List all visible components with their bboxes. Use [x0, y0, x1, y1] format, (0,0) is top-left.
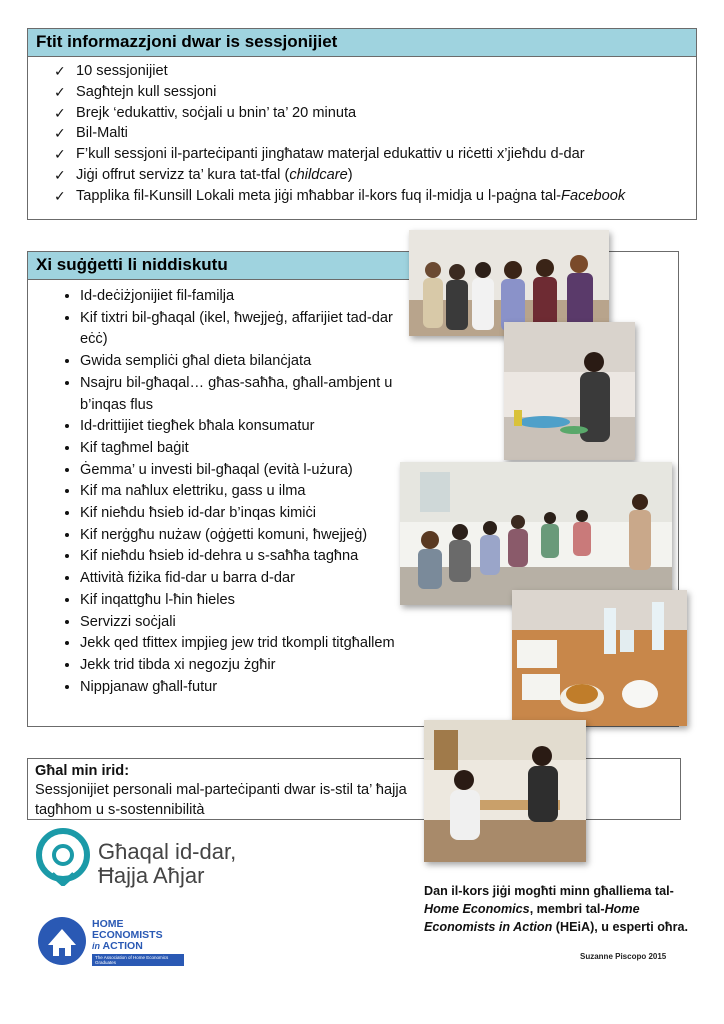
list-item: • Id-deċiżjonijiet fil-familja [80, 286, 420, 308]
list-item: • Kif tagħmel baġit [80, 438, 420, 460]
one-to-one-session-photo [424, 720, 586, 862]
list-item: • Kif nieħdu ħsieb id-dar b’inqas kimiċi [80, 503, 420, 525]
list-item: • Id-drittijiet tiegħek bħala konsumatur [80, 416, 420, 438]
list-item: • Gwida sempliċi għal dieta bilanċjata [80, 351, 420, 373]
ghaqal-id-dar-wordmark: Għaqal id-dar, Ħajja Aħjar [98, 839, 237, 888]
list-item: • Kif nerġgħu nużaw (oġġetti komuni, ħwejjeġ) [80, 525, 420, 547]
list-item: • Servizzi soċjali [80, 612, 420, 634]
list-item: • Kif inqattgħu l-ħin ħieles [80, 590, 420, 612]
check-icon: ✓ [54, 146, 66, 163]
list-item: • Nippjanaw għall-futur [80, 677, 420, 699]
author-signature: Suzanne Piscopo 2015 [580, 952, 667, 961]
topics-list [28, 286, 420, 698]
list-item: • Attività fiżika fid-dar u barra d-dar [80, 568, 420, 590]
check-icon: ✓ [54, 166, 66, 183]
list-item: ✓ Brejk ‘edukattiv, soċjali u bnin’ ta’ 20 minuta [54, 103, 696, 124]
classroom-photo [400, 462, 672, 605]
location-pin-logo-icon [34, 828, 92, 886]
group-photo [409, 230, 609, 336]
list-item: • Jekk qed tfittex impjieg jew trid tkompli titgħallem [80, 633, 420, 655]
list-item: ✓ Tapplika fil-Kunsill Lokali meta jiġi mħabbar il-kors fuq il-midja u l-paġna tal-Facebook [54, 186, 696, 207]
check-icon: ✓ [54, 83, 66, 100]
check-icon: ✓ [54, 187, 66, 204]
list-item: ✓ Jiġi offrut servizz ta’ kura tat-tfal (childcare) [54, 165, 696, 186]
course-credit-text: Dan il-kors jiġi mogħti minn għalliema tal-Home Economics, membri tal-Home Economists in Action (HEiA), u esperti oħra. [424, 884, 689, 934]
list-item: • Ġemma’ u investi bil-għaqal (evità l-użura) [80, 460, 420, 482]
check-icon: ✓ [54, 104, 66, 121]
check-icon: ✓ [54, 63, 66, 79]
ghaqal-id-dar-logo [34, 828, 92, 891]
house-emblem-icon [36, 915, 88, 967]
topics-heading: Xi suġġetti li niddiskutu [28, 252, 429, 280]
list-item: • Kif ma naħlux elettriku, gass u ilma [80, 481, 420, 503]
heia-wordmark: HOME ECONOMISTS in ACTION [92, 918, 163, 952]
check-icon: ✓ [54, 125, 66, 142]
list-item: • Nsajru bil-għaqal… għas-saħħa, għall-ambjent u b’inqas flus [80, 373, 420, 416]
heia-logo [36, 915, 88, 972]
heia-subtitle: The Association of Home Economics Graduates [92, 954, 184, 966]
list-item: ✓ 10 sessjonijiet [54, 61, 696, 82]
list-item: • Jekk trid tibda xi negozju żgħir [80, 655, 420, 677]
session-info-heading: Ftit informazzjoni dwar is sessjonijiet [28, 29, 696, 57]
list-item: • Kif tixtri bil-għaqal (ikel, ħwejjeġ, affarijiet tad-dar eċċ) [80, 308, 420, 351]
target-audience-text: Sessjonijiet personali mal-parteċipanti dwar is-stil ta’ ħajja tagħhom u s-sostennibilità [35, 782, 407, 818]
session-info-list [28, 61, 696, 207]
target-audience-title: Għal min irid: [35, 763, 130, 779]
list-item: ✓ Sagħtejn kull sessjoni [54, 82, 696, 103]
session-info-box [27, 28, 697, 220]
list-item: ✓ F’kull sessjoni il-parteċipanti jingħataw materjal edukattiv u riċetti x’jieħdu d-dar [54, 144, 696, 165]
cooking-demo-photo [504, 322, 635, 460]
food-table-photo [512, 590, 687, 726]
list-item: ✓ Bil-Malti [54, 123, 696, 144]
list-item: • Kif nieħdu ħsieb id-dehra u s-saħħa tagħna [80, 546, 420, 568]
